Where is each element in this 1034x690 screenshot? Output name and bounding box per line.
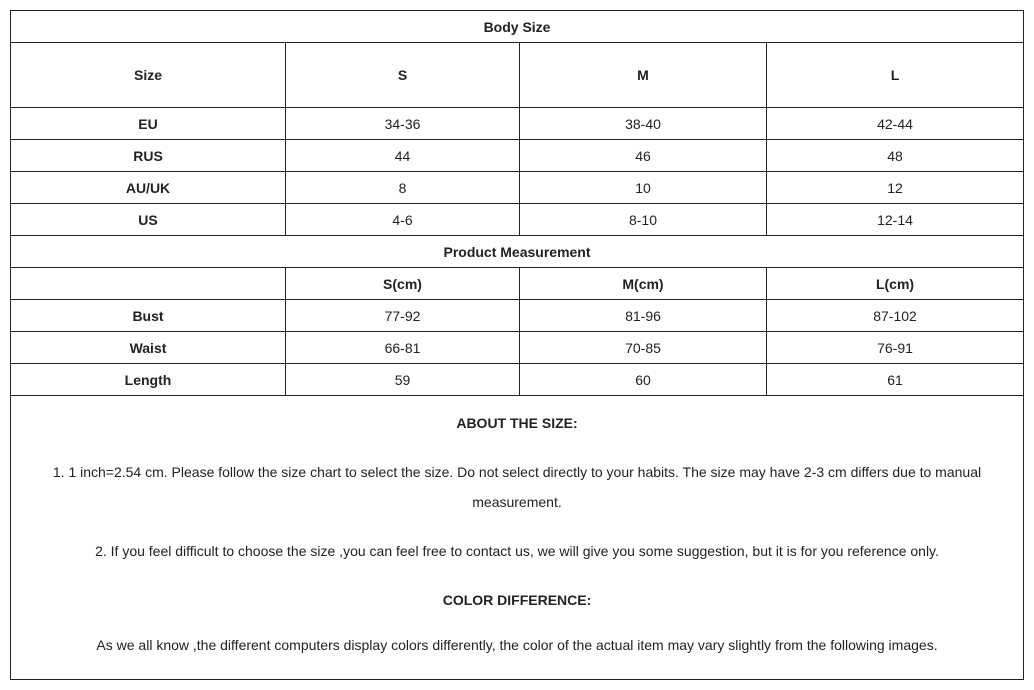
header-cell: S(cm)	[286, 268, 520, 300]
table-cell: 38-40	[520, 108, 767, 140]
table-cell: 76-91	[767, 332, 1024, 364]
product-header-row	[11, 268, 1024, 300]
table-cell: 60	[520, 364, 767, 396]
table-cell: 61	[767, 364, 1024, 396]
header-cell: L(cm)	[767, 268, 1024, 300]
table-cell: 59	[286, 364, 520, 396]
header-cell: S	[286, 43, 520, 108]
table-cell: 12	[767, 172, 1024, 204]
table-cell: 10	[520, 172, 767, 204]
table-cell: 87-102	[767, 300, 1024, 332]
table-row	[11, 332, 1024, 364]
table-row	[11, 364, 1024, 396]
note-contact: 2. If you feel difficult to choose the size ,you can feel free to contact us, we will give you some suggestion, but it is for you reference only.	[95, 543, 939, 559]
table-cell: 4-6	[286, 204, 520, 236]
table-row	[11, 108, 1024, 140]
size-chart	[10, 10, 1024, 680]
table-cell: 46	[520, 140, 767, 172]
color-difference-text: As we all know ,the different computers display colors differently, the color of the actual item may vary slightly from the following images.	[96, 637, 938, 653]
row-label: EU	[11, 108, 286, 140]
size-table	[10, 10, 1024, 396]
table-cell: 77-92	[286, 300, 520, 332]
table-row	[11, 140, 1024, 172]
header-cell	[11, 268, 286, 300]
table-cell: 8-10	[520, 204, 767, 236]
table-cell: 48	[767, 140, 1024, 172]
table-cell: 70-85	[520, 332, 767, 364]
color-difference-heading: COLOR DIFFERENCE:	[442, 592, 592, 608]
header-cell: M(cm)	[520, 268, 767, 300]
row-label: AU/UK	[11, 172, 286, 204]
table-row	[11, 204, 1024, 236]
header-cell: M	[520, 43, 767, 108]
table-row	[11, 300, 1024, 332]
table-cell: 42-44	[767, 108, 1024, 140]
table-cell: 44	[286, 140, 520, 172]
table-cell: 34-36	[286, 108, 520, 140]
body-size-header-row	[11, 43, 1024, 108]
row-label: US	[11, 204, 286, 236]
row-label: Length	[11, 364, 286, 396]
note-measurement: 1. 1 inch=2.54 cm. Please follow the size chart to select the size. Do not select directly to your habits. The size may have 2-3 cm differs due to manual measurement.	[52, 464, 982, 510]
header-cell: Size	[11, 43, 286, 108]
row-label: Bust	[11, 300, 286, 332]
body-size-title: Body Size	[11, 11, 1024, 43]
row-label: RUS	[11, 140, 286, 172]
about-size-heading: ABOUT THE SIZE:	[456, 415, 578, 431]
product-measurement-title: Product Measurement	[11, 236, 1024, 268]
table-cell: 12-14	[767, 204, 1024, 236]
header-cell: L	[767, 43, 1024, 108]
table-cell: 66-81	[286, 332, 520, 364]
table-cell: 8	[286, 172, 520, 204]
table-cell: 81-96	[520, 300, 767, 332]
table-row	[11, 172, 1024, 204]
row-label: Waist	[11, 332, 286, 364]
